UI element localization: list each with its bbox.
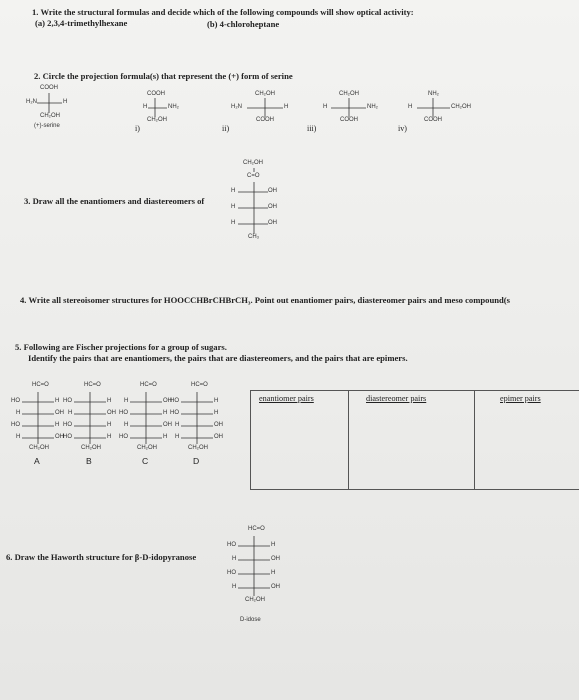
fischer-left: H [231,188,236,194]
fischer-left: H [231,220,236,226]
column-header: diastereomer pairs [366,394,427,403]
fischer-left-substituent: H [16,410,21,416]
fischer-left-substituent: H [124,398,129,404]
fischer-right: CH₂OH [451,104,471,110]
fischer-top: NH₂ [428,91,439,97]
fischer-left-substituent: HO [170,410,179,416]
fischer-left: H₂N [231,104,242,110]
sugar-label: C [142,456,149,466]
option-number: iii) [307,124,317,133]
fischer-top: COOH [147,91,165,97]
column-header: enantiomer pairs [259,394,314,403]
fischer-right-substituent: OH [163,422,172,428]
question-4-title: 4. Write all stereoisomer structures for HOOCCHBrCHBrCH₃. Point out enantiomer pairs, diastereomer pairs and meso compound(s [20,295,510,305]
fischer-right-substituent: OH [55,434,64,440]
fischer-left-substituent: HO [227,542,236,548]
fischer-right-substituent: H [214,410,219,416]
fischer-left-substituent: HO [11,398,20,404]
fischer-bottom: COOH [256,117,274,123]
fischer-left-substituent: HO [63,434,72,440]
fischer-right: OH [268,188,277,194]
fischer-right-substituent: OH [214,422,223,428]
question-1b: (b) 4-chloroheptane [207,19,280,29]
fischer-bottom-group: CH₂OH [188,445,208,451]
question-1a: (a) 2,3,4-trimethylhexane [35,18,128,28]
fischer-left-substituent: H [175,422,180,428]
fischer-right-substituent: H [271,542,276,548]
fischer-right-substituent: OH [271,584,280,590]
fischer-bottom: CH₃ [248,234,260,240]
fischer-right-substituent: H [107,422,112,428]
question-6-title: 6. Draw the Haworth structure for β-D-idopyranose [6,552,197,562]
fischer-left-substituent: H [175,434,180,440]
fischer-carbonyl: C=O [247,173,260,179]
fischer-left-substituent: H [68,410,73,416]
fischer-right: OH [268,204,277,210]
aldehyde-group: HC=O [191,382,208,388]
answer-table [250,390,578,488]
question-5-title: 5. Following are Fischer projections for a group of sugars. [15,342,227,352]
fischer-right-substituent: H [107,398,112,404]
fischer-right-substituent: H [107,434,112,440]
enantiomer-column[interactable] [250,390,349,490]
fischer-left: H [143,104,148,110]
sugar-label: A [34,456,40,466]
fischer-left-substituent: HO [11,422,20,428]
fischer-left: H [408,104,413,110]
diastereomer-column[interactable] [348,390,475,490]
epimer-column[interactable] [474,390,579,490]
aldehyde-group: HC=O [140,382,157,388]
fischer-right: H [284,104,289,110]
question-3-title: 3. Draw all the enantiomers and diastereomers of [24,196,205,206]
fischer-top: CH₂OH [339,91,359,97]
fischer-left: H₂N [26,99,37,105]
aldehyde-group: HC=O [32,382,49,388]
fischer-top: CH₂OH [243,160,263,166]
fischer-left-substituent: HO [63,422,72,428]
fischer-backbone [0,0,1,1]
fischer-left-substituent: H [16,434,21,440]
fischer-left: H [231,204,236,210]
fischer-right-substituent: OH [214,434,223,440]
fischer-bottom: CH₂OH [147,117,167,123]
fischer-left-substituent: H [232,556,237,562]
fischer-left-substituent: HO [63,398,72,404]
fischer-right-substituent: H [163,410,168,416]
fischer-right-substituent: OH [55,410,64,416]
fischer-left-substituent: HO [119,410,128,416]
fischer-right-substituent: OH [163,398,172,404]
fischer-right-substituent: H [271,570,276,576]
fischer-bottom-group: CH₂OH [137,445,157,451]
fischer-right-substituent: H [55,398,60,404]
fischer-left-substituent: H [232,584,237,590]
fischer-left-substituent: HO [227,570,236,576]
sugar-label: D [193,456,200,466]
question-1-title: 1. Write the structural formulas and decide which of the following compounds will show optical activity: [32,7,414,17]
fischer-right-substituent: H [214,398,219,404]
fischer-bottom-group: CH₂OH [81,445,101,451]
fischer-left-substituent: H [124,422,129,428]
column-header: epimer pairs [500,394,541,403]
fischer-bottom: COOH [424,117,442,123]
question-2-title: 2. Circle the projection formula(s) that represent the (+) form of serine [34,71,293,81]
fischer-top: COOH [40,85,58,91]
fischer-left: H [323,104,328,110]
fischer-right: H [63,99,68,105]
sugar-name: D-idose [240,617,261,623]
sugar-label: B [86,456,92,466]
fischer-right: OH [268,220,277,226]
fischer-right-substituent: OH [271,556,280,562]
fischer-left-substituent: HO [170,398,179,404]
fischer-right-substituent: H [163,434,168,440]
fischer-bottom-group: CH₂OH [29,445,49,451]
option-number: ii) [222,124,230,133]
fischer-label: (+)-serine [34,123,60,129]
fischer-bottom: COOH [340,117,358,123]
option-number: i) [135,124,140,133]
aldehyde-group: HC=O [248,526,265,532]
question-5-subtitle: Identify the pairs that are enantiomers, the pairs that are diastereomers, and the pairs that are epimers. [28,353,408,363]
fischer-right: NH₂ [168,104,179,110]
aldehyde-group: HC=O [84,382,101,388]
fischer-right: NH₂ [367,104,378,110]
fischer-bottom-group: CH₂OH [245,597,265,603]
fischer-bottom: CH₂OH [40,113,60,119]
fischer-left-substituent: HO [119,434,128,440]
fischer-right-substituent: OH [107,410,116,416]
fischer-top: CH₂OH [255,91,275,97]
option-number: iv) [398,124,407,133]
fischer-right-substituent: H [55,422,60,428]
